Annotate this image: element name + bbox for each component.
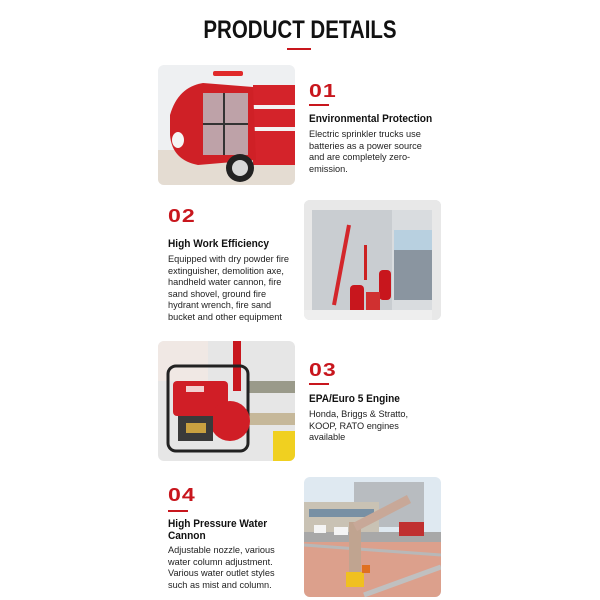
feature-4-number-underline bbox=[168, 510, 188, 512]
feature-3-number-underline bbox=[309, 383, 329, 385]
feature-1-photo bbox=[158, 65, 295, 185]
feature-1-description: Electric sprinkler trucks use batteries as a power source and are completely zero-emission. bbox=[309, 129, 422, 174]
feature-4-photo bbox=[304, 477, 441, 597]
feature-1-number: 01 bbox=[309, 80, 337, 102]
page-title: PRODUCT DETAILS bbox=[203, 16, 397, 44]
feature-1-number-underline bbox=[309, 104, 329, 106]
feature-3-description: Honda, Briggs & Stratto, KOOP, RATO engines available bbox=[309, 409, 409, 442]
feature-2-description: Equipped with dry powder fire extinguisher, demolition axe, handheld water cannon, fire sand shovel, ground fire hydrant wrench, fire sand bucket and other equipment bbox=[168, 254, 290, 322]
feature-3-title: EPA/Euro 5 Engine bbox=[309, 393, 400, 405]
feature-2-title: High Work Efficiency bbox=[168, 238, 270, 250]
feature-4-description: Adjustable nozzle, various water column adjustment. Various water outlet styles such as mist and column. bbox=[168, 545, 275, 590]
feature-1-title: Environmental Protection bbox=[309, 113, 433, 125]
feature-3-number: 03 bbox=[309, 359, 337, 381]
feature-4-title: High Pressure Water Cannon bbox=[168, 518, 268, 542]
feature-2-number: 02 bbox=[168, 205, 196, 227]
feature-3-photo bbox=[158, 341, 295, 461]
feature-4-number: 04 bbox=[168, 484, 196, 506]
title-underline bbox=[287, 48, 311, 50]
feature-2-photo bbox=[304, 200, 441, 320]
